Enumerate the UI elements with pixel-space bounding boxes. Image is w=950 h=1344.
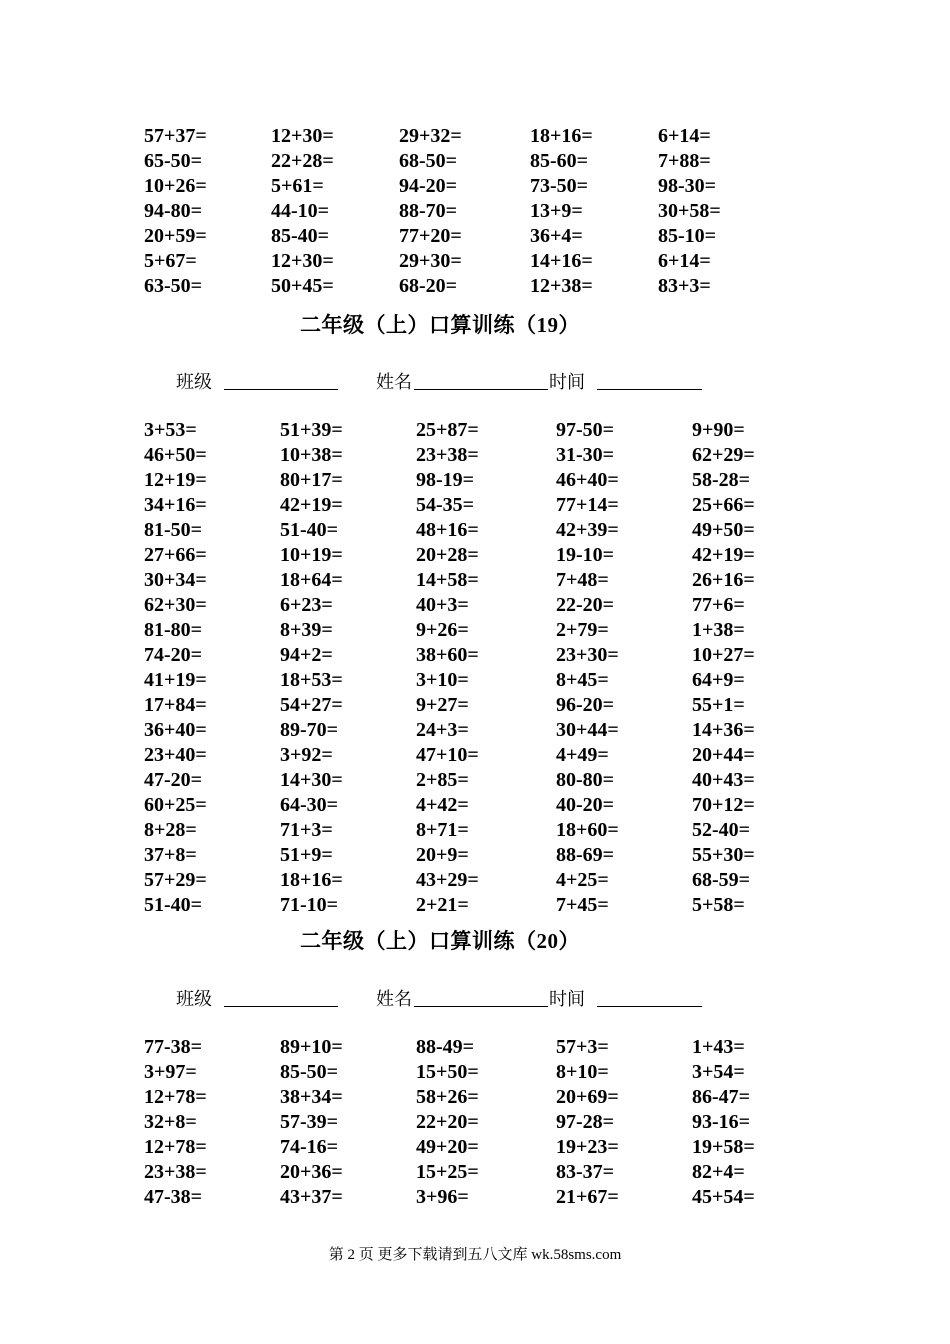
arithmetic-problem: 27+66= bbox=[144, 544, 207, 566]
arithmetic-problem: 58-28= bbox=[692, 469, 751, 491]
arithmetic-problem: 41+19= bbox=[144, 669, 207, 691]
problem-row bbox=[0, 418, 950, 443]
arithmetic-problem: 15+50= bbox=[416, 1061, 479, 1083]
arithmetic-problem: 5+67= bbox=[144, 250, 197, 272]
arithmetic-problem: 4+25= bbox=[556, 869, 609, 891]
arithmetic-problem: 12+19= bbox=[144, 469, 207, 491]
arithmetic-problem: 23+30= bbox=[556, 644, 619, 666]
arithmetic-problem: 1+38= bbox=[692, 619, 745, 641]
arithmetic-problem: 30+58= bbox=[658, 200, 721, 222]
problem-row bbox=[0, 518, 950, 543]
problem-row bbox=[0, 568, 950, 593]
arithmetic-problem: 54-35= bbox=[416, 494, 475, 516]
problem-row bbox=[0, 468, 950, 493]
arithmetic-problem: 62+29= bbox=[692, 444, 755, 466]
arithmetic-problem: 40+43= bbox=[692, 769, 755, 791]
arithmetic-problem: 64+9= bbox=[692, 669, 745, 691]
arithmetic-problem: 9+26= bbox=[416, 619, 469, 641]
class-blank bbox=[224, 1006, 338, 1007]
arithmetic-problem: 23+38= bbox=[416, 444, 479, 466]
problem-row bbox=[0, 174, 950, 199]
problem-row bbox=[0, 893, 950, 918]
arithmetic-problem: 93-16= bbox=[692, 1111, 751, 1133]
problem-row bbox=[0, 618, 950, 643]
arithmetic-problem: 21+67= bbox=[556, 1186, 619, 1208]
arithmetic-problem: 40+3= bbox=[416, 594, 469, 616]
arithmetic-problem: 57-39= bbox=[280, 1111, 339, 1133]
arithmetic-problem: 20+9= bbox=[416, 844, 469, 866]
name-blank bbox=[414, 1006, 548, 1007]
class-blank bbox=[224, 389, 338, 390]
arithmetic-problem: 31-30= bbox=[556, 444, 615, 466]
problem-row bbox=[0, 1135, 950, 1160]
problem-row bbox=[0, 124, 950, 149]
arithmetic-problem: 80+17= bbox=[280, 469, 343, 491]
arithmetic-problem: 57+29= bbox=[144, 869, 207, 891]
arithmetic-problem: 3+53= bbox=[144, 419, 197, 441]
arithmetic-problem: 40-20= bbox=[556, 794, 615, 816]
arithmetic-problem: 77+20= bbox=[399, 225, 462, 247]
arithmetic-problem: 6+23= bbox=[280, 594, 333, 616]
arithmetic-problem: 3+97= bbox=[144, 1061, 197, 1083]
problem-row bbox=[0, 743, 950, 768]
arithmetic-problem: 74-16= bbox=[280, 1136, 339, 1158]
page-footer: 第 2 页 更多下载请到五八文库 wk.58sms.com bbox=[328, 1247, 622, 1263]
arithmetic-problem: 85-40= bbox=[271, 225, 330, 247]
arithmetic-problem: 20+69= bbox=[556, 1086, 619, 1108]
arithmetic-problem: 20+44= bbox=[692, 744, 755, 766]
arithmetic-problem: 19-10= bbox=[556, 544, 615, 566]
arithmetic-problem: 94-80= bbox=[144, 200, 203, 222]
arithmetic-problem: 50+45= bbox=[271, 275, 334, 297]
arithmetic-problem: 18+16= bbox=[280, 869, 343, 891]
arithmetic-problem: 48+16= bbox=[416, 519, 479, 541]
arithmetic-problem: 26+16= bbox=[692, 569, 755, 591]
arithmetic-problem: 77+6= bbox=[692, 594, 745, 616]
arithmetic-problem: 14+36= bbox=[692, 719, 755, 741]
arithmetic-problem: 51+39= bbox=[280, 419, 343, 441]
arithmetic-problem: 54+27= bbox=[280, 694, 343, 716]
arithmetic-problem: 15+25= bbox=[416, 1161, 479, 1183]
arithmetic-problem: 51-40= bbox=[144, 894, 203, 916]
arithmetic-problem: 12+30= bbox=[271, 250, 334, 272]
arithmetic-problem: 6+14= bbox=[658, 125, 711, 147]
name-blank bbox=[414, 389, 548, 390]
arithmetic-problem: 81-50= bbox=[144, 519, 203, 541]
arithmetic-problem: 71-10= bbox=[280, 894, 339, 916]
arithmetic-problem: 47-38= bbox=[144, 1186, 203, 1208]
problem-row bbox=[0, 199, 950, 224]
problem-row bbox=[0, 718, 950, 743]
arithmetic-problem: 36+4= bbox=[530, 225, 583, 247]
arithmetic-problem: 30+34= bbox=[144, 569, 207, 591]
arithmetic-problem: 19+23= bbox=[556, 1136, 619, 1158]
problem-row bbox=[0, 868, 950, 893]
arithmetic-problem: 7+88= bbox=[658, 150, 711, 172]
arithmetic-problem: 38+60= bbox=[416, 644, 479, 666]
arithmetic-problem: 20+36= bbox=[280, 1161, 343, 1183]
arithmetic-problem: 51+9= bbox=[280, 844, 333, 866]
problem-row bbox=[0, 1110, 950, 1135]
arithmetic-problem: 12+78= bbox=[144, 1086, 207, 1108]
arithmetic-problem: 60+25= bbox=[144, 794, 207, 816]
arithmetic-problem: 6+14= bbox=[658, 250, 711, 272]
problem-row bbox=[0, 818, 950, 843]
arithmetic-problem: 32+8= bbox=[144, 1111, 197, 1133]
arithmetic-problem: 42+39= bbox=[556, 519, 619, 541]
class-label: 班级 bbox=[176, 989, 212, 1009]
arithmetic-problem: 10+19= bbox=[280, 544, 343, 566]
arithmetic-problem: 7+45= bbox=[556, 894, 609, 916]
time-label: 时间 bbox=[549, 372, 585, 392]
arithmetic-problem: 18+53= bbox=[280, 669, 343, 691]
arithmetic-problem: 77-38= bbox=[144, 1036, 203, 1058]
arithmetic-problem: 82+4= bbox=[692, 1161, 745, 1183]
arithmetic-problem: 18+60= bbox=[556, 819, 619, 841]
arithmetic-problem: 88-49= bbox=[416, 1036, 475, 1058]
arithmetic-problem: 3+92= bbox=[280, 744, 333, 766]
arithmetic-problem: 37+8= bbox=[144, 844, 197, 866]
arithmetic-problem: 85-60= bbox=[530, 150, 589, 172]
arithmetic-problem: 46+40= bbox=[556, 469, 619, 491]
problem-row bbox=[0, 249, 950, 274]
arithmetic-problem: 29+30= bbox=[399, 250, 462, 272]
arithmetic-problem: 8+39= bbox=[280, 619, 333, 641]
arithmetic-problem: 64-30= bbox=[280, 794, 339, 816]
arithmetic-problem: 46+50= bbox=[144, 444, 207, 466]
problem-row bbox=[0, 843, 950, 868]
arithmetic-problem: 80-80= bbox=[556, 769, 615, 791]
arithmetic-problem: 63-50= bbox=[144, 275, 203, 297]
arithmetic-problem: 51-40= bbox=[280, 519, 339, 541]
arithmetic-problem: 47-20= bbox=[144, 769, 203, 791]
problem-row bbox=[0, 668, 950, 693]
arithmetic-problem: 97-28= bbox=[556, 1111, 615, 1133]
arithmetic-problem: 23+38= bbox=[144, 1161, 207, 1183]
arithmetic-problem: 57+37= bbox=[144, 125, 207, 147]
arithmetic-problem: 2+79= bbox=[556, 619, 609, 641]
arithmetic-problem: 55+30= bbox=[692, 844, 755, 866]
arithmetic-problem: 2+85= bbox=[416, 769, 469, 791]
arithmetic-problem: 12+38= bbox=[530, 275, 593, 297]
arithmetic-problem: 68-20= bbox=[399, 275, 458, 297]
problem-row bbox=[0, 274, 950, 299]
problem-row bbox=[0, 493, 950, 518]
arithmetic-problem: 43+29= bbox=[416, 869, 479, 891]
arithmetic-problem: 1+43= bbox=[692, 1036, 745, 1058]
arithmetic-problem: 18+64= bbox=[280, 569, 343, 591]
arithmetic-problem: 8+10= bbox=[556, 1061, 609, 1083]
arithmetic-problem: 14+30= bbox=[280, 769, 343, 791]
arithmetic-problem: 17+84= bbox=[144, 694, 207, 716]
problem-row bbox=[0, 1160, 950, 1185]
arithmetic-problem: 88-70= bbox=[399, 200, 458, 222]
arithmetic-problem: 55+1= bbox=[692, 694, 745, 716]
arithmetic-problem: 71+3= bbox=[280, 819, 333, 841]
arithmetic-problem: 52-40= bbox=[692, 819, 751, 841]
problem-row bbox=[0, 1060, 950, 1085]
arithmetic-problem: 29+32= bbox=[399, 125, 462, 147]
problem-row bbox=[0, 443, 950, 468]
arithmetic-problem: 20+28= bbox=[416, 544, 479, 566]
arithmetic-problem: 10+38= bbox=[280, 444, 343, 466]
arithmetic-problem: 85-50= bbox=[280, 1061, 339, 1083]
arithmetic-problem: 49+20= bbox=[416, 1136, 479, 1158]
arithmetic-problem: 24+3= bbox=[416, 719, 469, 741]
arithmetic-problem: 30+44= bbox=[556, 719, 619, 741]
arithmetic-problem: 3+54= bbox=[692, 1061, 745, 1083]
arithmetic-problem: 65-50= bbox=[144, 150, 203, 172]
arithmetic-problem: 97-50= bbox=[556, 419, 615, 441]
class-label: 班级 bbox=[176, 372, 212, 392]
arithmetic-problem: 4+49= bbox=[556, 744, 609, 766]
arithmetic-problem: 83-37= bbox=[556, 1161, 615, 1183]
time-label: 时间 bbox=[549, 989, 585, 1009]
arithmetic-problem: 14+16= bbox=[530, 250, 593, 272]
arithmetic-problem: 3+96= bbox=[416, 1186, 469, 1208]
problem-row bbox=[0, 224, 950, 249]
arithmetic-problem: 25+87= bbox=[416, 419, 479, 441]
arithmetic-problem: 23+40= bbox=[144, 744, 207, 766]
arithmetic-problem: 34+16= bbox=[144, 494, 207, 516]
arithmetic-problem: 85-10= bbox=[658, 225, 717, 247]
problem-row bbox=[0, 593, 950, 618]
arithmetic-problem: 42+19= bbox=[280, 494, 343, 516]
arithmetic-problem: 14+58= bbox=[416, 569, 479, 591]
arithmetic-problem: 20+59= bbox=[144, 225, 207, 247]
arithmetic-problem: 36+40= bbox=[144, 719, 207, 741]
problem-row bbox=[0, 149, 950, 174]
arithmetic-problem: 2+21= bbox=[416, 894, 469, 916]
problem-row bbox=[0, 1035, 950, 1060]
arithmetic-problem: 9+90= bbox=[692, 419, 745, 441]
problem-row bbox=[0, 1185, 950, 1210]
arithmetic-problem: 22+28= bbox=[271, 150, 334, 172]
arithmetic-problem: 62+30= bbox=[144, 594, 207, 616]
arithmetic-problem: 7+48= bbox=[556, 569, 609, 591]
arithmetic-problem: 5+58= bbox=[692, 894, 745, 916]
arithmetic-problem: 4+42= bbox=[416, 794, 469, 816]
arithmetic-problem: 8+28= bbox=[144, 819, 197, 841]
arithmetic-problem: 94+2= bbox=[280, 644, 333, 666]
arithmetic-problem: 83+3= bbox=[658, 275, 711, 297]
arithmetic-problem: 94-20= bbox=[399, 175, 458, 197]
arithmetic-problem: 70+12= bbox=[692, 794, 755, 816]
arithmetic-problem: 3+10= bbox=[416, 669, 469, 691]
time-blank bbox=[597, 389, 702, 390]
name-label: 姓名 bbox=[376, 372, 412, 392]
arithmetic-problem: 74-20= bbox=[144, 644, 203, 666]
section-19-title: 二年级（上）口算训练（19） bbox=[300, 313, 580, 337]
arithmetic-problem: 22-20= bbox=[556, 594, 615, 616]
arithmetic-problem: 25+66= bbox=[692, 494, 755, 516]
arithmetic-problem: 43+37= bbox=[280, 1186, 343, 1208]
problem-row bbox=[0, 543, 950, 568]
arithmetic-problem: 98-19= bbox=[416, 469, 475, 491]
arithmetic-problem: 77+14= bbox=[556, 494, 619, 516]
arithmetic-problem: 12+30= bbox=[271, 125, 334, 147]
problem-row bbox=[0, 793, 950, 818]
problem-row bbox=[0, 768, 950, 793]
arithmetic-problem: 45+54= bbox=[692, 1186, 755, 1208]
section-20-info-line bbox=[0, 985, 950, 1013]
arithmetic-problem: 57+3= bbox=[556, 1036, 609, 1058]
arithmetic-problem: 13+9= bbox=[530, 200, 583, 222]
arithmetic-problem: 12+78= bbox=[144, 1136, 207, 1158]
arithmetic-problem: 44-10= bbox=[271, 200, 330, 222]
arithmetic-problem: 18+16= bbox=[530, 125, 593, 147]
arithmetic-problem: 5+61= bbox=[271, 175, 324, 197]
arithmetic-problem: 73-50= bbox=[530, 175, 589, 197]
arithmetic-problem: 88-69= bbox=[556, 844, 615, 866]
problem-row bbox=[0, 1085, 950, 1110]
problem-row bbox=[0, 693, 950, 718]
arithmetic-problem: 38+34= bbox=[280, 1086, 343, 1108]
arithmetic-problem: 98-30= bbox=[658, 175, 717, 197]
arithmetic-problem: 96-20= bbox=[556, 694, 615, 716]
arithmetic-problem: 8+71= bbox=[416, 819, 469, 841]
arithmetic-problem: 86-47= bbox=[692, 1086, 751, 1108]
arithmetic-problem: 89+10= bbox=[280, 1036, 343, 1058]
arithmetic-problem: 68-50= bbox=[399, 150, 458, 172]
name-label: 姓名 bbox=[376, 989, 412, 1009]
arithmetic-problem: 68-59= bbox=[692, 869, 751, 891]
arithmetic-problem: 19+58= bbox=[692, 1136, 755, 1158]
arithmetic-problem: 47+10= bbox=[416, 744, 479, 766]
arithmetic-problem: 10+26= bbox=[144, 175, 207, 197]
arithmetic-problem: 58+26= bbox=[416, 1086, 479, 1108]
arithmetic-problem: 89-70= bbox=[280, 719, 339, 741]
arithmetic-problem: 81-80= bbox=[144, 619, 203, 641]
arithmetic-problem: 9+27= bbox=[416, 694, 469, 716]
arithmetic-problem: 10+27= bbox=[692, 644, 755, 666]
section-19-info-line bbox=[0, 368, 950, 396]
arithmetic-problem: 42+19= bbox=[692, 544, 755, 566]
problem-row bbox=[0, 643, 950, 668]
time-blank bbox=[597, 1006, 702, 1007]
arithmetic-problem: 22+20= bbox=[416, 1111, 479, 1133]
arithmetic-problem: 49+50= bbox=[692, 519, 755, 541]
section-20-title: 二年级（上）口算训练（20） bbox=[300, 929, 580, 953]
arithmetic-problem: 8+45= bbox=[556, 669, 609, 691]
